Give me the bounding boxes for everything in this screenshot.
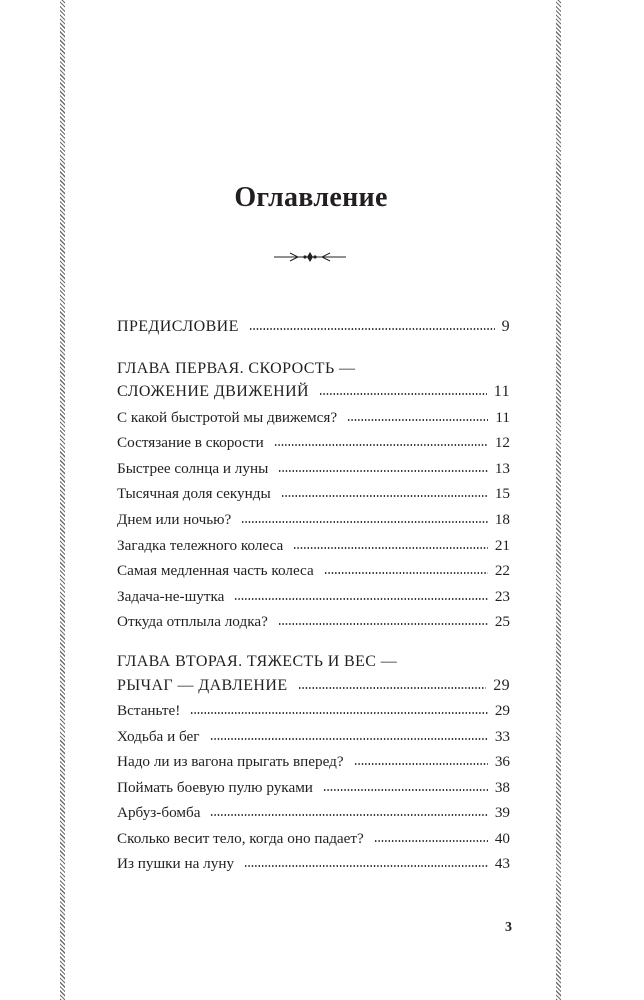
dot-leader: [241, 521, 488, 523]
toc-entry-label: Надо ли из вагона прыгать вперед?: [117, 753, 344, 770]
chapter-2-page: 29: [493, 677, 510, 694]
toc-entry[interactable]: [117, 699, 510, 723]
toc-chapter-2[interactable]: [117, 674, 510, 698]
dot-leader: [298, 687, 487, 689]
toc-entry-page: 15: [494, 485, 510, 502]
toc-entry-label: Встаньте!: [117, 702, 181, 719]
toc-entry-label: Ходьба и бег: [117, 728, 200, 745]
dot-leader: [374, 840, 488, 842]
toc-entry-label: Тысячная доля секунды: [117, 485, 271, 502]
toc-entry[interactable]: [117, 750, 510, 774]
toc-entry-page: 13: [494, 460, 510, 477]
toc-entry-label: Состязание в скорости: [117, 434, 264, 451]
toc-entry-label: Из пушки на луну: [117, 855, 235, 872]
toc-entry-label: Поймать боевую пулю руками: [117, 779, 313, 796]
toc-entry-page: 29: [494, 702, 510, 719]
toc-entry-page: 18: [494, 511, 510, 528]
toc-entry[interactable]: [117, 801, 510, 825]
left-border-pattern: [60, 0, 65, 1000]
toc-entry[interactable]: [117, 559, 510, 583]
toc-entry[interactable]: [117, 406, 510, 430]
dot-leader: [324, 572, 488, 574]
toc-entry-label: Задача-не-шутка: [117, 588, 225, 605]
dot-leader: [234, 598, 487, 600]
toc-entry[interactable]: [117, 725, 510, 749]
toc-entry-label: Днем или ночью?: [117, 511, 232, 528]
toc-entry-page: 43: [494, 855, 510, 872]
dot-leader: [278, 623, 488, 625]
chapter-2-title-line2: РЫЧАГ — ДАВЛЕНИЕ: [117, 677, 288, 694]
chapter-2-title-line1[interactable]: ГЛАВА ВТОРАЯ. ТЯЖЕСТЬ И ВЕС —: [117, 653, 398, 670]
toc-entry-page: 33: [494, 728, 510, 745]
toc-entry-page: 39: [494, 804, 510, 821]
dot-leader: [210, 814, 487, 816]
toc-entry[interactable]: [117, 610, 510, 634]
page-title: Оглавление: [234, 182, 388, 213]
toc-entry-label: Быстрее солнца и луны: [117, 460, 269, 477]
dot-leader: [354, 763, 488, 765]
dot-leader: [244, 865, 488, 867]
toc-entry[interactable]: [117, 508, 510, 532]
chapter-1-page: 11: [493, 383, 510, 400]
dot-leader: [274, 444, 488, 446]
toc-entry[interactable]: [117, 482, 510, 506]
toc-entry-page: 38: [494, 779, 510, 796]
toc-entry-page: 40: [494, 830, 510, 847]
toc-entry-page: 12: [494, 434, 510, 451]
toc-entry-label: Самая медленная часть колеса: [117, 562, 314, 579]
toc-entry[interactable]: [117, 852, 510, 876]
dot-leader: [323, 789, 488, 791]
ornament-divider-icon: [272, 248, 348, 266]
right-border-pattern: [556, 0, 561, 1000]
dot-leader: [293, 547, 488, 549]
chapter-1-title-line2: СЛОЖЕНИЕ ДВИЖЕНИЙ: [117, 383, 309, 400]
dot-leader: [278, 470, 488, 472]
toc-entry-label: Загадка тележного колеса: [117, 537, 284, 554]
toc-entry-page: 21: [494, 537, 510, 554]
dot-leader: [347, 419, 488, 421]
toc-entry-label: Сколько весит тело, когда оно падает?: [117, 830, 364, 847]
toc-entry-page: 25: [494, 613, 510, 630]
toc-entry-label: Откуда отплыла лодка?: [117, 613, 268, 630]
toc-entry[interactable]: [117, 585, 510, 609]
toc-chapter-1[interactable]: [117, 380, 510, 404]
toc-entry[interactable]: [117, 431, 510, 455]
toc-entry-page: 23: [494, 588, 510, 605]
toc-entry[interactable]: [117, 457, 510, 481]
dot-leader: [210, 738, 488, 740]
dot-leader: [281, 495, 488, 497]
toc-preface[interactable]: [117, 315, 510, 339]
toc-entry[interactable]: [117, 776, 510, 800]
toc-preface-label: ПРЕДИСЛОВИЕ: [117, 318, 239, 335]
dot-leader: [319, 393, 487, 395]
toc-entry-page: 22: [494, 562, 510, 579]
page-number: 3: [505, 920, 512, 935]
dot-leader: [190, 712, 487, 714]
toc-entry-page: 11: [495, 409, 510, 426]
dot-leader: [249, 328, 495, 330]
toc-entry[interactable]: [117, 534, 510, 558]
toc-entry[interactable]: [117, 827, 510, 851]
chapter-1-title-line1[interactable]: ГЛАВА ПЕРВАЯ. СКОРОСТЬ —: [117, 360, 356, 377]
toc-entry-page: 36: [494, 753, 510, 770]
toc-preface-page: 9: [501, 318, 510, 335]
toc-entry-label: С какой быстротой мы движемся?: [117, 409, 338, 426]
toc-entry-label: Арбуз-бомба: [117, 804, 201, 821]
